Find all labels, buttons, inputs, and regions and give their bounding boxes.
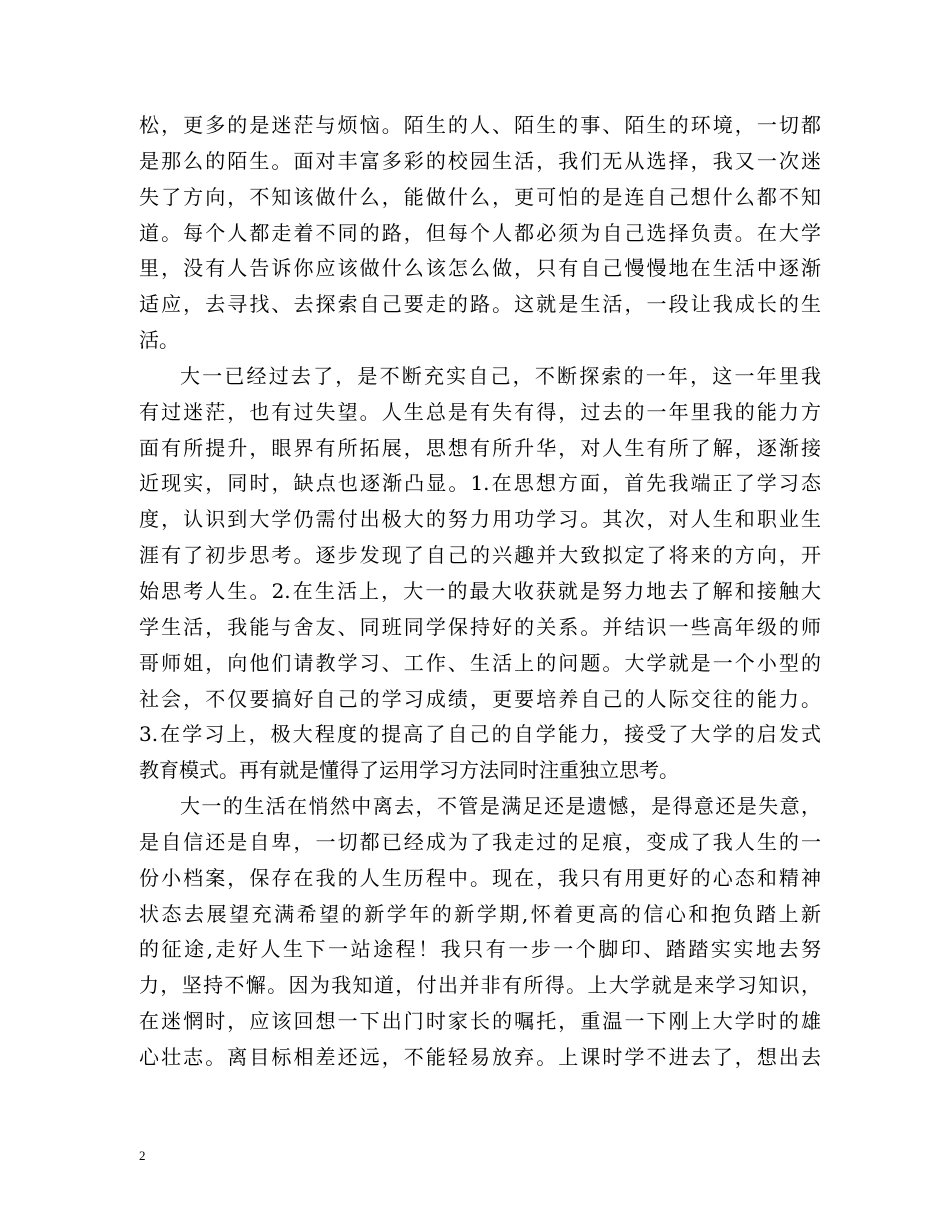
text-line: 社会，不仅要搞好自己的学习成绩，更要培养自己的人际交往的能力。: [139, 686, 821, 711]
text-line: 度，认识到大学仍需付出极大的努力用功学习。其次，对人生和职业生: [139, 507, 821, 532]
text-line: 面有所提升，眼界有所拓展，思想有所升华，对人生有所了解，逐渐接: [139, 435, 821, 460]
text-line: 道。每个人都走着不同的路，但每个人都必须为自己选择负责。在大学: [139, 220, 821, 245]
text-line: 是自信还是自卑，一切都已经成为了我走过的足痕，变成了我人生的一: [139, 829, 821, 854]
text-line: 哥师姐，向他们请教学习、工作、生活上的问题。大学就是一个小型的: [139, 650, 821, 675]
text-line: 活。: [139, 328, 179, 353]
text-line: 3.在学习上，极大程度的提高了自己的自学能力，接受了大学的启发式: [139, 722, 821, 747]
text-line: 状态去展望充满希望的新学年的新学期,怀着更高的信心和抱负踏上新: [139, 901, 821, 926]
text-line: 近现实，同时，缺点也逐渐凸显。1.在思想方面，首先我端正了学习态: [139, 471, 821, 496]
text-line: 的征途,走好人生下一站途程！我只有一步一个脚印、踏踏实实地去努: [139, 937, 821, 962]
text-line: 失了方向，不知该做什么，能做什么，更可怕的是连自己想什么都不知: [139, 184, 821, 209]
text-line: 力，坚持不懈。因为我知道，付出并非有所得。上大学就是来学习知识，: [139, 973, 821, 998]
text-line: 是那么的陌生。面对丰富多彩的校园生活，我们无从选择，我又一次迷: [139, 148, 821, 173]
page-number: 2: [139, 1148, 146, 1163]
text-line: 涯有了初步思考。逐步发现了自己的兴趣并大致拟定了将来的方向，开: [139, 543, 821, 568]
text-line: 适应，去寻找、去探索自己要走的路。这就是生活，一段让我成长的生: [139, 292, 821, 317]
text-line: 里，没有人告诉你应该做什么该怎么做，只有自己慢慢地在生活中逐渐: [139, 256, 821, 281]
text-line: 有过迷茫，也有过失望。人生总是有失有得，过去的一年里我的能力方: [139, 399, 821, 424]
text-line: 学生活，我能与舍友、同班同学保持好的关系。并结识一些高年级的师: [139, 614, 821, 639]
text-line: 松，更多的是迷茫与烦恼。陌生的人、陌生的事、陌生的环境，一切都: [139, 113, 821, 137]
text-line: 大一的生活在悄然中离去，不管是满足还是遗憾，是得意还是失意，: [180, 794, 821, 819]
text-line: 心壮志。离目标相差还远，不能轻易放弃。上课时学不进去了，想出去: [139, 1044, 821, 1069]
text-line: 始思考人生。2.在生活上，大一的最大收获就是努力地去了解和接触大: [139, 578, 821, 603]
text-line: 教育模式。再有就是懂得了运用学习方法同时注重独立思考。: [139, 758, 679, 783]
document-body-text: [139, 108, 821, 1076]
text-line: 大一已经过去了，是不断充实自己，不断探索的一年，这一年里我: [180, 363, 821, 388]
text-line: 份小档案，保存在我的人生历程中。现在，我只有用更好的心态和精神: [139, 865, 821, 890]
text-line: 在迷惘时，应该回想一下出门时家长的嘱托，重温一下刚上大学时的雄: [139, 1009, 821, 1034]
